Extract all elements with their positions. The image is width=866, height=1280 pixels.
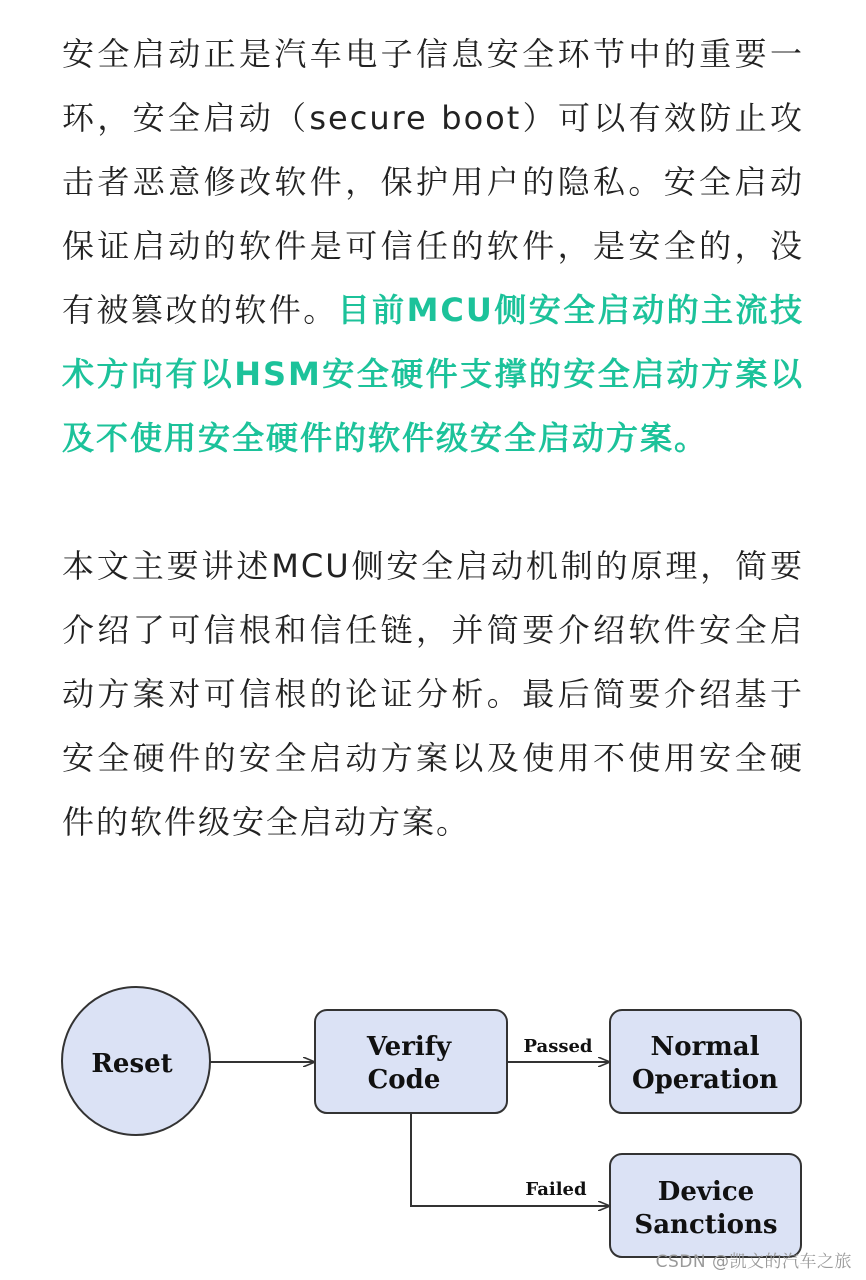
secure-boot-flowchart bbox=[60, 984, 810, 1266]
verify-code-node bbox=[315, 1010, 507, 1113]
failed-label: Failed bbox=[525, 1179, 587, 1200]
paragraph-intro-text: 安全启动正是汽车电子信息安全环节中的重要一环，安全启动（secure boot）可以有效防止攻击者恶意修改软件，保护用户的隐私。安全启动保证启动的软件是可信任的软件，是安全的，没有被篡改的软件。 bbox=[62, 35, 804, 329]
article-body bbox=[62, 22, 804, 854]
csdn-watermark: CSDN @凯文的汽车之旅 bbox=[655, 1252, 852, 1272]
verify-code-label-line1: Verify bbox=[366, 1032, 452, 1062]
verify-code-label-line2: Code bbox=[367, 1065, 441, 1095]
highlighted-statement: 目前MCU侧安全启动的主流技术方向有以HSM安全硬件支撑的安全启动方案以及不使用安全硬件的软件级安全启动方案。 bbox=[62, 291, 804, 457]
paragraph-intro bbox=[62, 22, 804, 470]
normal-operation-label-line2: Operation bbox=[631, 1065, 779, 1095]
normal-operation-node bbox=[610, 1010, 801, 1113]
reset-node bbox=[62, 987, 210, 1135]
device-sanctions-node bbox=[610, 1154, 801, 1257]
reset-node-label: Reset bbox=[91, 1049, 173, 1079]
paragraph-summary: 本文主要讲述MCU侧安全启动机制的原理，简要介绍了可信根和信任链，并简要介绍软件安全启动方案对可信根的论证分析。最后简要介绍基于安全硬件的安全启动方案以及使用不使用安全硬件的软件级安全启动方案。 bbox=[62, 547, 804, 841]
normal-operation-label-line1: Normal bbox=[650, 1032, 760, 1062]
device-sanctions-label-line2: Sanctions bbox=[634, 1210, 778, 1240]
passed-label: Passed bbox=[523, 1036, 593, 1057]
device-sanctions-label-line1: Device bbox=[657, 1177, 755, 1207]
